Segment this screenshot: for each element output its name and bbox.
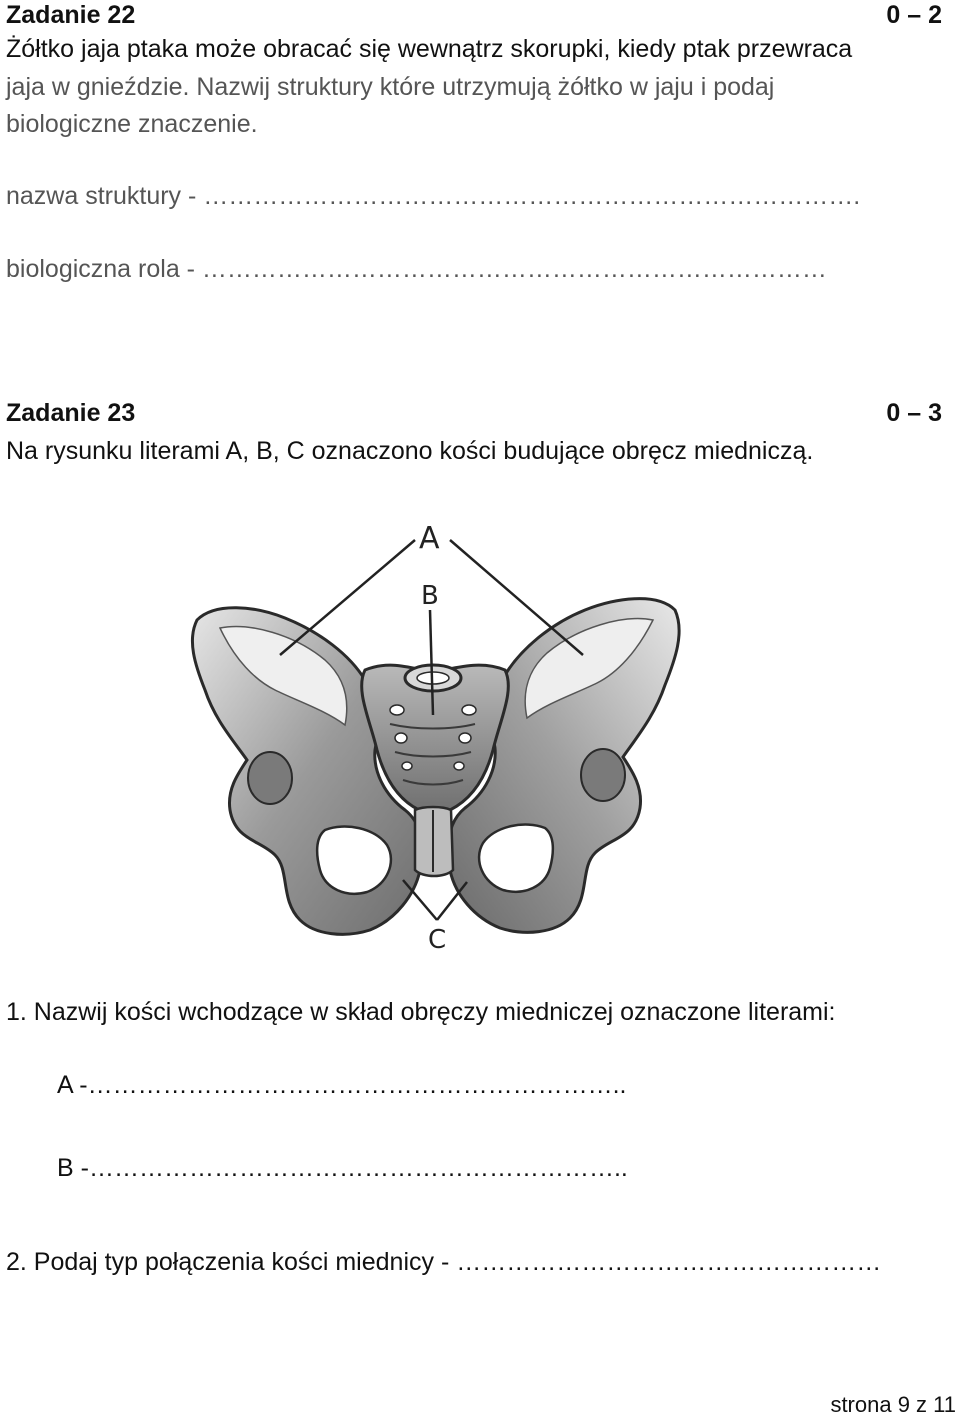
label-b: B bbox=[421, 581, 439, 611]
task-23-points: 0 – 3 bbox=[886, 399, 942, 427]
label-c: C bbox=[428, 925, 447, 955]
task-22-points: 0 – 2 bbox=[886, 1, 942, 29]
label-a-leader-left bbox=[280, 540, 415, 655]
page-number: strona 9 z 11 bbox=[830, 1392, 956, 1417]
task-22-question-line-2: jaja w gnieździe. Nazwij struktury które utrzymują żółtko w jaju i podaj bbox=[6, 73, 775, 101]
task-23-question-1: 1. Nazwij kości wchodzące w skład obręczy miedniczej oznaczone literami: bbox=[6, 998, 836, 1026]
task-23-answer-b[interactable]: B -……………………………………………………….. bbox=[57, 1154, 628, 1182]
task-23-title: Zadanie 23 bbox=[6, 399, 136, 427]
right-obturator-foramen bbox=[479, 824, 553, 891]
task-23-question-2[interactable]: 2. Podaj typ połączenia kości miednicy - …………………………………………… bbox=[6, 1248, 882, 1276]
pelvis-figure bbox=[175, 510, 695, 960]
label-c-leader-right bbox=[437, 882, 467, 920]
task-22-question-line-3: biologiczne znaczenie. bbox=[6, 110, 258, 138]
task-22-title: Zadanie 22 bbox=[6, 1, 136, 29]
task-22-answer-role[interactable]: biologiczna rola - ………………………………………………………………… bbox=[6, 255, 827, 283]
label-a-leader-right bbox=[450, 540, 583, 655]
label-a: A bbox=[419, 521, 440, 556]
task-23-intro: Na rysunku literami A, B, C oznaczono kości budujące obręcz miedniczą. bbox=[6, 437, 814, 465]
task-22-answer-structure[interactable]: nazwa struktury - ……………………………………………………………………. bbox=[6, 182, 861, 210]
left-obturator-foramen bbox=[317, 826, 391, 893]
task-22-question-line-1: Żółtko jaja ptaka może obracać się wewnątrz skorupki, kiedy ptak przewraca bbox=[6, 35, 853, 63]
task-23-answer-a[interactable]: A -……………………………………………………….. bbox=[57, 1071, 627, 1099]
